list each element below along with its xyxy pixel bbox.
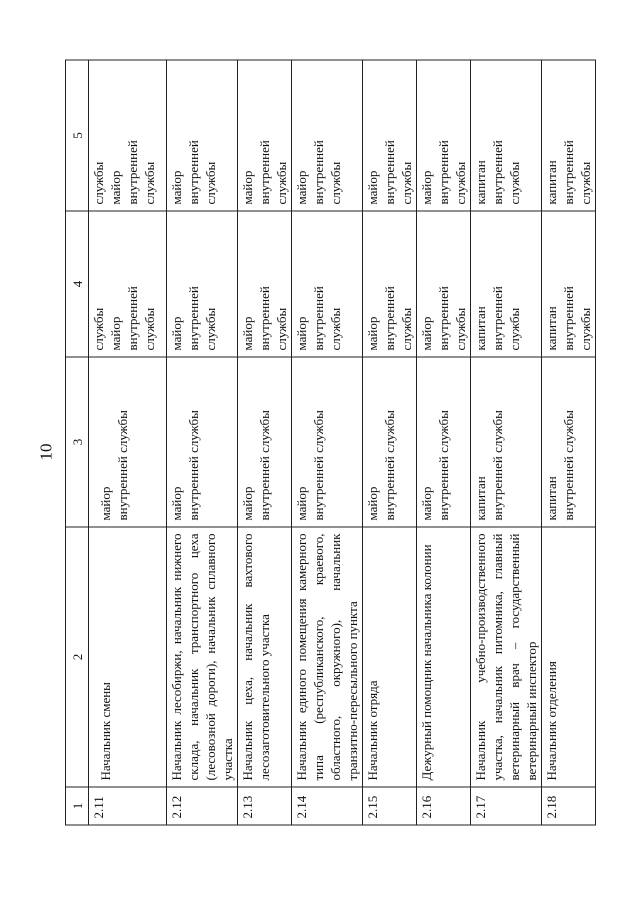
rank-line: внутренней службы [115, 410, 130, 521]
row-number: 2.18 [542, 787, 596, 825]
rank-line: майор [169, 170, 184, 205]
rank-cell-col-4 [471, 211, 542, 357]
rank-line: майор [240, 486, 255, 521]
rank-line: майор [294, 170, 309, 205]
rank-cell-col-3 [363, 357, 417, 527]
rank-cell-col-4 [292, 211, 363, 357]
header-col-2: 2 [66, 527, 89, 787]
rank-line: службы [91, 307, 106, 351]
rank-cell-col-5 [363, 60, 417, 211]
rank-line: службы [399, 307, 414, 351]
rank-line: внутренней [186, 286, 201, 351]
rank-cell-col-3 [417, 357, 471, 527]
table-row [167, 60, 238, 825]
row-number: 2.11 [89, 787, 167, 825]
rank-cell-col-5 [292, 60, 363, 211]
table-row [417, 60, 471, 825]
rank-line: майор [294, 316, 309, 351]
ranks-table [65, 60, 596, 826]
rank-cell-col-4 [417, 211, 471, 357]
rank-cell-col-4 [363, 211, 417, 357]
rank-cell-col-5 [471, 60, 542, 211]
rank-line: службы [578, 307, 593, 351]
rank-cell-col-4 [542, 211, 596, 357]
rank-line: внутренней [561, 140, 576, 205]
rank-line: капитан [544, 306, 559, 351]
table-row [292, 60, 363, 825]
row-number: 2.12 [167, 787, 238, 825]
rank-cell-col-4 [167, 211, 238, 357]
header-col-5: 5 [66, 60, 89, 211]
rank-line: капитан [473, 160, 488, 205]
rank-line: внутренней [436, 140, 451, 205]
row-number: 2.15 [363, 787, 417, 825]
rank-line: службы [203, 161, 218, 205]
rank-line: майор [240, 316, 255, 351]
header-col-3: 3 [66, 357, 89, 527]
rank-line: майор [419, 170, 434, 205]
header-row [66, 60, 89, 825]
rank-line: службы [507, 307, 522, 351]
rank-line: капитан [544, 160, 559, 205]
rank-line: внутренней [311, 140, 326, 205]
row-number: 2.14 [292, 787, 363, 825]
rank-line: капитан [544, 476, 559, 521]
rank-line: внутренней [125, 140, 140, 205]
table-row [363, 60, 417, 825]
position-name: Дежурный помощник начальника колонии [417, 527, 471, 787]
row-number: 2.16 [417, 787, 471, 825]
rank-line: внутренней [257, 140, 272, 205]
page-number: 10 [36, 443, 56, 461]
rank-line: майор [108, 170, 123, 205]
header-col-1: 1 [66, 787, 89, 825]
rank-line: службы [142, 161, 157, 205]
position-name: Начальник отряда [363, 527, 417, 787]
rank-line: капитан [473, 476, 488, 521]
rank-line: внутренней [436, 286, 451, 351]
rank-line: службы [142, 307, 157, 351]
rank-line: майор [365, 486, 380, 521]
position-name: Начальник цеха, начальник вахтового лесозаготовительного участка [238, 527, 292, 787]
rank-line: внутренней службы [490, 410, 505, 521]
rank-line: майор [98, 486, 113, 521]
header-col-4: 4 [66, 211, 89, 357]
rank-line: службы [274, 307, 289, 351]
rank-line: внутренней службы [436, 410, 451, 521]
rank-cell-col-3 [167, 357, 238, 527]
rank-line: майор [169, 486, 184, 521]
table-row [89, 60, 167, 825]
rank-line: внутренней [257, 286, 272, 351]
rank-cell-col-4 [238, 211, 292, 357]
rank-line: майор [169, 316, 184, 351]
rank-line: внутренней службы [311, 410, 326, 521]
rank-line: службы [453, 307, 468, 351]
rank-line: службы [453, 161, 468, 205]
rank-line: службы [274, 161, 289, 205]
rank-line: майор [108, 316, 123, 351]
rank-line: внутренней [382, 286, 397, 351]
rank-line: внутренней [382, 140, 397, 205]
rotated-table-container [65, 61, 593, 826]
rank-line: майор [294, 486, 309, 521]
rank-cell-col-5 [238, 60, 292, 211]
position-name: Начальник смены [89, 527, 167, 787]
rank-line: внутренней службы [382, 410, 397, 521]
rank-cell-col-5 [167, 60, 238, 211]
position-name: Начальник лесобиржи, начальник нижнего склада, начальник транспортного цеха (лесовозной дороги), начальник сплавного участка [167, 527, 238, 787]
row-number: 2.13 [238, 787, 292, 825]
rank-cell-col-5 [542, 60, 596, 211]
rank-line: службы [507, 161, 522, 205]
rank-cell-col-5 [417, 60, 471, 211]
rank-line: службы [328, 307, 343, 351]
rank-line: внутренней [311, 286, 326, 351]
rank-line: внутренней [125, 286, 140, 351]
table-row [471, 60, 542, 825]
rank-line: внутренней службы [186, 410, 201, 521]
table-row [238, 60, 292, 825]
rank-line: майор [419, 316, 434, 351]
rank-line: службы [328, 161, 343, 205]
rank-line: службы [399, 161, 414, 205]
row-number: 2.17 [471, 787, 542, 825]
rank-line: службы [91, 161, 106, 205]
rank-cell-col-3 [89, 357, 167, 527]
rank-line: майор [365, 170, 380, 205]
rank-cell-col-3 [471, 357, 542, 527]
rank-line: майор [240, 170, 255, 205]
rank-line: внутренней службы [561, 410, 576, 521]
rank-cell-col-3 [292, 357, 363, 527]
rank-line: внутренней [186, 140, 201, 205]
rank-line: службы [578, 161, 593, 205]
rank-line: внутренней [490, 286, 505, 351]
rank-line: майор [419, 486, 434, 521]
position-name: Начальник единого помещения камерного типа (республиканского, краевого, областного, окружного), начальник транзитно-пересыльного пункта [292, 527, 363, 787]
position-name: Начальник отделения [542, 527, 596, 787]
table-row [542, 60, 596, 825]
rank-line: внутренней [490, 140, 505, 205]
position-name: Начальник учебно-производственного участка, начальник питомника, главный ветеринарный врач – государственный ветеринарный инспектор [471, 527, 542, 787]
rank-cell-col-3 [238, 357, 292, 527]
rank-line: внутренней службы [257, 410, 272, 521]
rank-cell-col-5 [89, 60, 167, 211]
rank-cell-col-4 [89, 211, 167, 357]
rank-line: службы [203, 307, 218, 351]
rank-line: капитан [473, 306, 488, 351]
rank-line: майор [365, 316, 380, 351]
rank-cell-col-3 [542, 357, 596, 527]
rank-line: внутренней [561, 286, 576, 351]
